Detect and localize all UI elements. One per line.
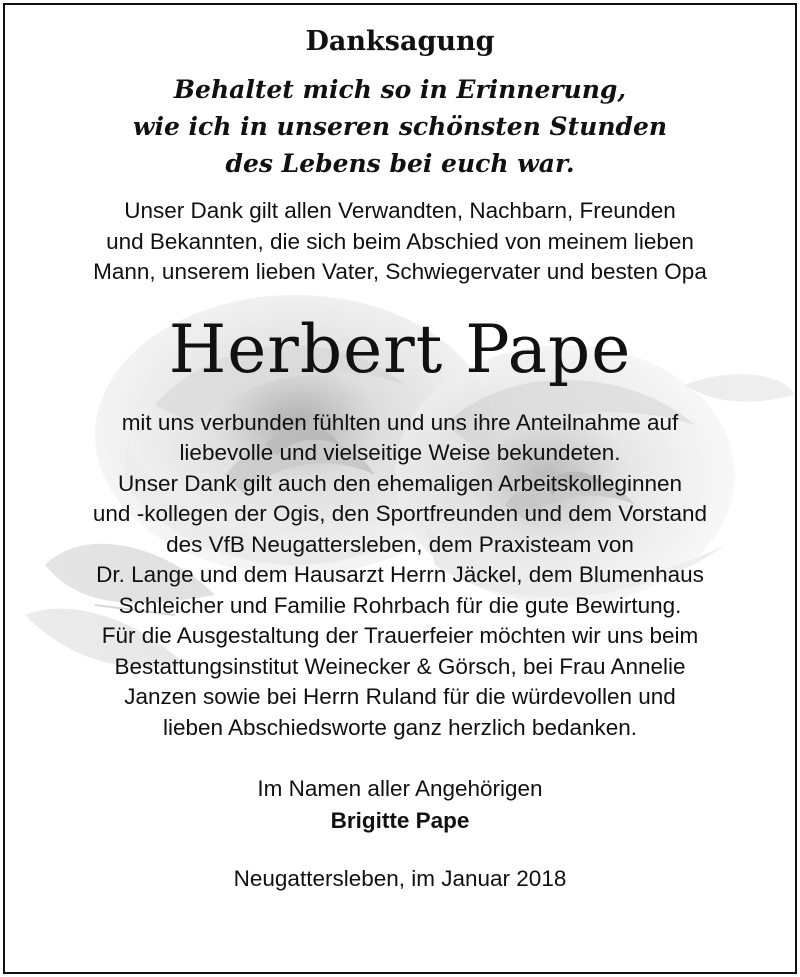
intro-line: Mann, unserem lieben Vater, Schwiegervater und besten Opa <box>93 259 707 284</box>
motto-line: des Lebens bei euch war. <box>225 149 575 178</box>
place-date: Neugattersleben, im Januar 2018 <box>233 866 567 891</box>
signature-intro: Im Namen aller Angehörigen <box>257 776 543 801</box>
body-line: Für die Ausgestaltung der Trauerfeier möchten wir uns beim <box>101 623 699 648</box>
signer-name: Brigitte Pape <box>330 808 470 833</box>
body-line: Dr. Lange und dem Hausarzt Herrn Jäckel, dem Blumenhaus <box>96 562 704 587</box>
intro-line: und Bekannten, die sich beim Abschied von meinem lieben <box>106 228 694 254</box>
obituary-card <box>3 3 797 974</box>
body-paragraph <box>5 408 795 744</box>
intro-line: Unser Dank gilt allen Verwandten, Nachbarn, Freunden <box>124 198 676 223</box>
body-line: des VfB Neugattersleben, dem Praxisteam von <box>166 531 634 557</box>
body-line: Bestattungsinstitut Weinecker & Görsch, bei Frau Annelie <box>114 653 686 679</box>
intro-paragraph <box>5 196 795 288</box>
motto-line: wie ich in unseren schönsten Stunden <box>132 112 668 141</box>
motto-line: Behaltet mich so in Erinnerung, <box>173 75 627 104</box>
deceased-name: Herbert Pape <box>168 310 632 388</box>
body-line: und -kollegen der Ogis, den Sportfreunden und dem Vorstand <box>92 501 708 526</box>
notice-heading: Danksagung <box>305 26 495 57</box>
notice-content <box>5 25 795 895</box>
body-line: Unser Dank gilt auch den ehemaligen Arbeitskolleginnen <box>117 470 683 496</box>
body-line: lieben Abschiedsworte ganz herzlich bedanken. <box>162 714 638 740</box>
motto-quote <box>5 71 795 182</box>
body-line: liebevolle und vielseitige Weise bekundeten. <box>179 440 621 465</box>
body-line: Janzen sowie bei Herrn Ruland für die würdevollen und <box>124 684 676 709</box>
body-line: mit uns verbunden fühlten und uns ihre Anteilnahme auf <box>121 409 679 435</box>
body-line: Schleicher und Familie Rohrbach für die gute Bewirtung. <box>118 592 682 618</box>
